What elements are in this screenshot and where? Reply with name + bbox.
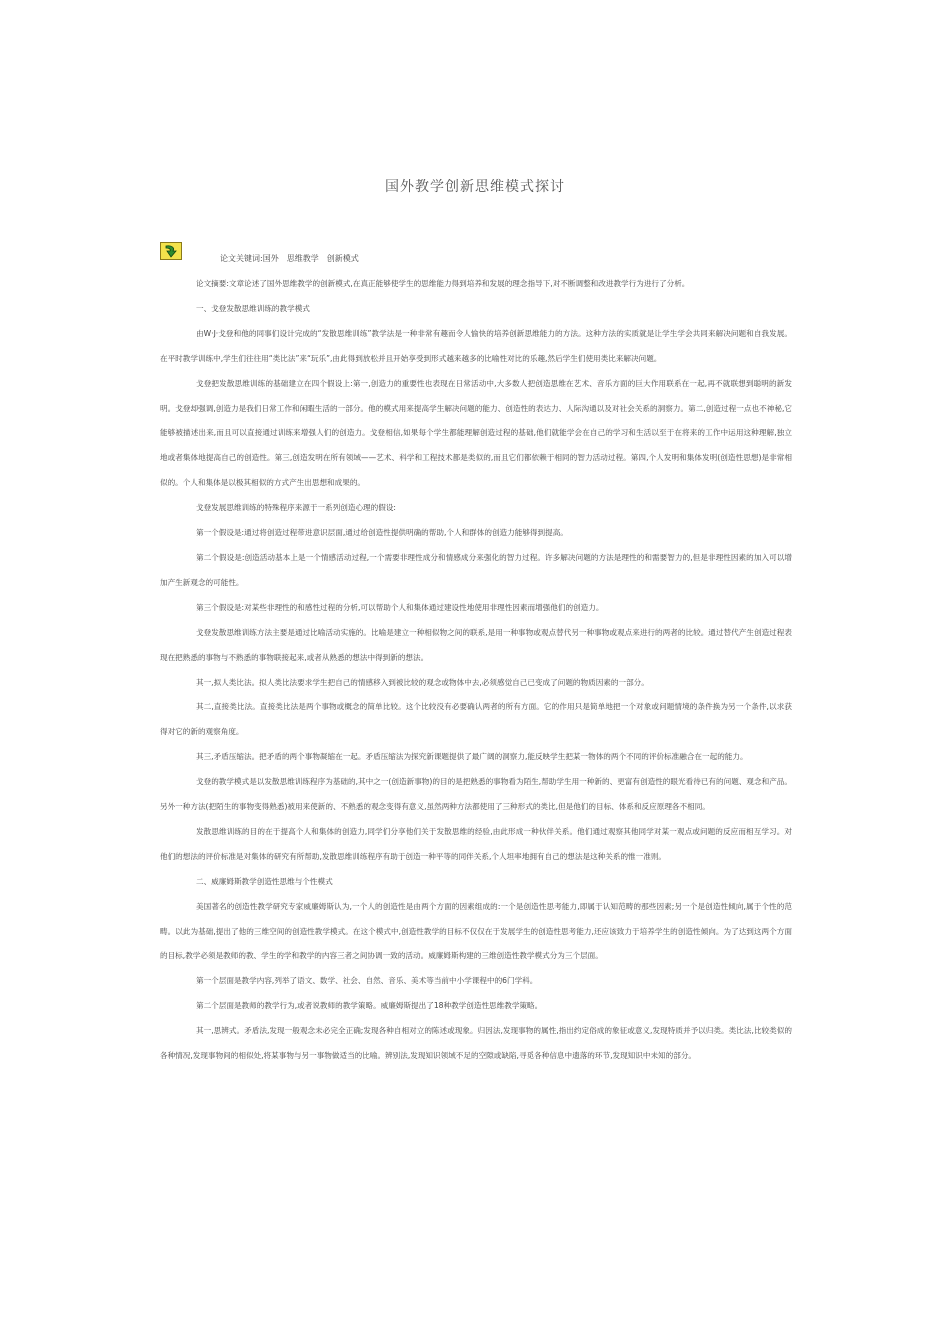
paragraph: 第一个假设是:通过将创造过程带进意识层面,通过给创造性提供明确的帮助,个人和群体的创造力能够得到提高。	[196, 528, 568, 538]
paragraph: 由W·J·戈登和他的同事们设计完成的“发散思维训练”教学法是一种非常有趣而令人愉快的培养创新思维能力的方法。这种方法的实质就是让学生学会共同来解决问题和自我发展。在平时教学训练中,学生们往往用“类比法”来“玩乐”,由此得到放松并且开始享受到形式越来越多的比喻性对比的乐趣,然后学生们使用类比来解决问题。	[160, 328, 792, 363]
paragraph: 第一个层面是教学内容,列举了语文、数学、社会、自然、音乐、美术等当前中小学课程中的6门学科。	[196, 976, 538, 986]
paragraph: 其一,拟人类比法。拟人类比法要求学生把自己的情感移入到被比较的观念或物体中去,必须感觉自己已变成了问题的物质因素的一部分。	[196, 677, 649, 687]
section-heading: 一、戈登发散思维训练的教学模式	[196, 303, 310, 313]
paragraph: 第二个层面是教师的教学行为,或者说教师的教学策略。威廉姆斯提出了18种教学创造性思维教学策略。	[196, 1001, 543, 1011]
section-heading: 二、威廉姆斯教学创造性思维与个性模式	[196, 876, 333, 886]
paragraph: 其一,思辨式。矛盾法,发现一般观念未必完全正确;发现各种自相对立的陈述或现象。归因法,发现事物的属性,指出约定俗成的象征或意义,发现特质并予以归类。类比法,比较类似的各种情况,发现事物间的相似处,将某事物与另一事物做适当的比喻。辨别法,发现知识领域不足的空隙或缺陷,寻觅各种信息中遗落的环节,发现知识中未知的部分。	[160, 1026, 792, 1061]
paragraph: 第二个假设是:创造活动基本上是一个情感活动过程,一个需要非理性成分和情感成分来强化的智力过程。许多解决问题的方法是理性的和需要智力的,但是非理性因素的加入可以增加产生新观念的可能性。	[160, 552, 792, 587]
paragraph: 戈登的教学模式是以发散思维训练程序为基础的,其中之一(创造新事物)的目的是把熟悉的事物看为陌生,帮助学生用一种新的、更富有创造性的眼光看待已有的问题、观念和产品。另外一种方法(把陌生的事物变得熟悉)被用来使新的、不熟悉的观念变得有意义,虽然两种方法都使用了三种形式的类比,但是他们的目标、体系和反应原理各不相同。	[160, 777, 792, 812]
paragraph: 美国著名的创造性教学研究专家威廉姆斯认为,一个人的创造性是由两个方面的因素组成的:一个是创造性思考能力,即属于认知范畴的那些因素;另一个是创造性倾向,属于个性的范畴。以此为基础,提出了他的三维空间的创造性教学模式。在这个模式中,创造性教学的目标不仅仅在于发展学生的创造性思考能力,还应该致力于培养学生的创造性倾向。为了达到这两个方面的目标,教学必须是教师的教、学生的学和教学的内容三者之间协调一致的活动。威廉姆斯构建的三维创造性教学模式分为三个层面。	[160, 901, 792, 961]
paragraph: 其二,直接类比法。直接类比法是两个事物或概念的简单比较。这个比较没有必要确认两者的所有方面。它的作用只是简单地把一个对象或问题情境的条件换为另一个条件,以求获得对它的新的观察角度。	[160, 702, 792, 737]
keywords-line: 论文关键词:国外 思维教学 创新模式	[220, 254, 359, 263]
paragraph: 其三,矛盾压缩法。把矛盾的两个事物凝缩在一起。矛盾压缩法为探究新课题提供了最广阔的洞察力,能反映学生把某一物体的两个不同的评价标准融合在一起的能力。	[196, 752, 748, 762]
article-body	[160, 272, 792, 1069]
green-arrow-icon	[161, 243, 181, 259]
document-title: 国外教学创新思维模式探讨	[385, 179, 565, 195]
paragraph: 戈登把发散思维训练的基础建立在四个假设上:第一,创造力的重要性也表现在日常活动中,大多数人把创造思维在艺术、音乐方面的巨大作用联系在一起,再不就联想到聪明的新发明。戈登却强调,创造力是我们日常工作和闲暇生活的一部分。他的模式用来提高学生解决问题的能力、创造性的表达力、人际沟通以及对社会关系的洞察力。第二,创造过程一点也不神秘,它能够被描述出来,而且可以直接通过训练来增强人们的创造力。戈登相信,如果每个学生都能理解创造过程的基础,他们就能学会在自己的学习和生活以至于在将来的工作中运用这种理解,独立地或者集体地提高自己的创造性。第三,创造发明在所有领域——艺术、科学和工程技术都是类似的,而且它们都依赖于相同的智力活动过程。第四,个人发明和集体发明(创造性思想)是非常相似的。个人和集体是以极其相似的方式产生出思想和成果的。	[160, 378, 792, 488]
paragraph: 戈登发展思维训练的特殊程序来源于一系列创造心理的假设:	[196, 503, 396, 513]
paragraph: 戈登发散思维训练方法主要是通过比喻活动实施的。比喻是建立一种相似物之间的联系,是用一种事物或观点替代另一种事物或观点来进行的两者的比较。通过替代产生创造过程表现在把熟悉的事物与不熟悉的事物联接起来,或者从熟悉的想法中得到新的想法。	[160, 627, 792, 662]
logo-icon	[160, 242, 182, 260]
paragraph: 第三个假设是:对某些非理性的和感性过程的分析,可以帮助个人和集体通过建设性地使用非理性因素而增强他们的创造力。	[196, 602, 604, 612]
paragraph: 发散思维训练的目的在于提高个人和集体的创造力,同学们分享他们关于发散思维的经验,由此形成一种伙伴关系。他们通过观察其他同学对某一观点或问题的反应而相互学习。对他们的想法的评价标准是对集体的研究有所帮助,发散思维训练程序有助于创造一种平等的同伴关系,个人坦率地拥有自己的想法是这种关系的惟一准则。	[160, 826, 792, 861]
paragraph: 论文摘要:文章论述了国外思维教学的创新模式,在真正能够使学生的思维能力得到培养和发展的理念指导下,对不断调整和改进教学行为进行了分析。	[196, 279, 690, 288]
